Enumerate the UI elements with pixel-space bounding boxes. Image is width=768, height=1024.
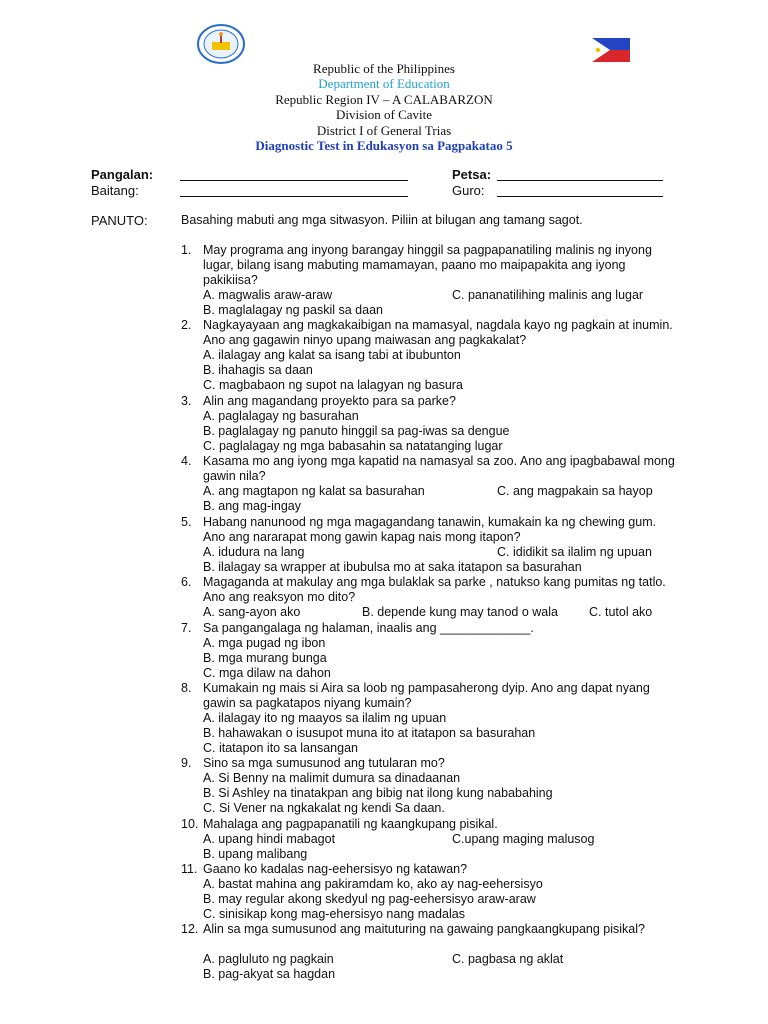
pangalan-field[interactable] [180,180,408,181]
question-number: 9. [181,756,192,770]
test-title: Diagnostic Test in Edukasyon sa Pagpakatao 5 [255,138,513,154]
deped-seal-logo [197,24,245,64]
baitang-label: Baitang: [91,183,139,198]
option-c[interactable]: C. ang magpakain sa hayop [497,484,653,498]
question-text: Kumakain ng mais si Aira sa loob ng pampasaherong dyip. Ano ang dapat nyang gawin sa pagkatapos niyang kumain? [203,681,650,710]
option-b[interactable]: B. ang mag-ingay [203,499,301,513]
question-text: Alin sa mga sumusunod ang maituturing na gawaing pangkaangkupang pisikal? [203,922,645,936]
guro-field[interactable] [497,196,663,197]
option-a[interactable]: A. sang-ayon ako [203,605,301,619]
question-number: 6. [181,575,192,589]
option-c[interactable]: C. magbabaon ng supot na lalagyan ng basura [203,378,463,392]
option-b[interactable]: B. mga murang bunga [203,651,327,665]
option-b[interactable]: B. maglalagay ng paskil sa daan [203,303,383,317]
option-b[interactable]: B. depende kung may tanod o wala [362,605,558,619]
option-a[interactable]: A. magwalis araw-araw [203,288,333,302]
question-text: Alin ang magandang proyekto para sa parke? [203,394,456,408]
option-a[interactable]: A. mga pugad ng ibon [203,636,326,650]
question-8 [181,681,681,711]
question-number: 1. [181,243,192,257]
header-region: Republic Region IV – A CALABARZON [275,91,493,107]
question-text: Mahalaga ang pagpapanatili ng kaangkupang pisikal. [203,817,498,831]
question-6 [181,575,681,605]
option-c[interactable]: C. paglalagay ng mga babasahin sa natatanging lugar [203,439,503,453]
option-a[interactable]: A. ilalagay ito ng maayos sa ilalim ng upuan [203,711,447,725]
question-number: 4. [181,454,192,468]
question-text: Sino sa mga sumusunod ang tutularan mo? [203,756,445,770]
option-c[interactable]: C.upang maging malusog [452,832,595,846]
option-b[interactable]: B. ihahagis sa daan [203,363,313,377]
question-text: May programa ang inyong barangay hinggil sa pagpapanatiling malinis ng inyong lugar, bilang isang mabuting mamamayan, paano mo maipapakita ang iyong pakikiisa? [203,243,652,287]
option-c[interactable]: C. mga dilaw na dahon [203,666,331,680]
option-c[interactable]: C. ididikit sa ilalim ng upuan [497,545,652,559]
question-text: Kasama mo ang iyong mga kapatid na namasyal sa zoo. Ano ang ipagbabawal mong gawin nila? [203,454,675,483]
guro-label: Guro: [452,183,485,198]
option-a[interactable]: A. ang magtapon ng kalat sa basurahan [203,484,425,498]
option-b[interactable]: B. paglalagay ng panuto hinggil sa pag-iwas sa dengue [203,424,510,438]
question-number: 3. [181,394,192,408]
petsa-field[interactable] [497,180,663,181]
question-number: 11. [181,862,198,876]
option-b[interactable]: B. pag-akyat sa hagdan [203,967,336,981]
question-12 [181,922,681,937]
question-text: Gaano ko kadalas nag-eehersisyo ng katawan? [203,862,468,876]
question-number: 12. [181,922,199,936]
header-department: Department of Education [318,76,450,92]
question-9 [181,756,681,771]
question-text: Nagkayayaan ang magkakaibigan na mamasyal, nagdala kayo ng pagkain at inumin. Ano ang gagawin ninyo upang maiwasan ang pagkakalat? [203,318,673,347]
document-header [0,61,768,153]
option-b[interactable]: B. ilalagay sa wrapper at ibubulsa mo at saka itatapon sa basurahan [203,560,582,574]
petsa-label: Petsa: [452,167,492,182]
question-number: 5. [181,515,192,529]
header-division: Division of Cavite [335,107,433,123]
question-3 [181,394,681,409]
panuto-text: Basahing mabuti ang mga sitwasyon. Piliin at bilugan ang tamang sagot. [181,213,583,227]
option-a[interactable]: A. upang hindi mabagot [203,832,336,846]
option-c[interactable]: C. tutol ako [589,605,653,619]
question-5 [181,515,681,545]
question-10 [181,817,681,832]
question-number: 10. [181,817,199,831]
option-a[interactable]: A. ilalagay ang kalat sa isang tabi at ibubunton [203,348,461,362]
option-b[interactable]: B. may regular akong skedyul ng pag-eehersisyo araw-araw [203,892,536,906]
option-c[interactable]: C. pananatilihing malinis ang lugar [452,288,644,302]
question-text: Magaganda at makulay ang mga bulaklak sa parke , natukso kang pumitas ng tatlo. Ano ang reaksyon mo dito? [203,575,666,604]
header-republic: Republic of the Philippines [313,61,455,76]
header-district: District I of General Trias [316,122,452,138]
question-text: Sa pangangalaga ng halaman, inaalis ang _____________. [203,621,534,635]
option-b[interactable]: B. upang malibang [203,847,308,861]
question-11 [181,862,681,877]
option-a[interactable]: A. Si Benny na malimit dumura sa dinadaanan [203,771,461,785]
question-text: Habang nanunood ng mga magagandang tanawin, kumakain ka ng chewing gum. Ano ang nararapat mong gawin kapag nais mong itapon? [203,515,657,544]
option-c[interactable]: C. itatapon ito sa lansangan [203,741,358,755]
pangalan-label: Pangalan: [91,167,154,182]
question-7 [181,621,681,636]
option-c[interactable]: C. pagbasa ng aklat [452,952,564,966]
option-a[interactable]: A. idudura na lang [203,545,305,559]
question-1 [181,243,681,288]
question-number: 8. [181,681,192,695]
option-b[interactable]: B. Si Ashley na tinatakpan ang bibig nat ilong kung nababahing [203,786,553,800]
question-4 [181,454,681,484]
option-a[interactable]: A. paglalagay ng basurahan [203,409,359,423]
question-number: 7. [181,621,192,635]
philippine-flag-icon [592,38,630,62]
option-b[interactable]: B. hahawakan o isusupot muna ito at itatapon sa basurahan [203,726,536,740]
question-2 [181,318,681,348]
option-c[interactable]: C. sinisikap kong mag-ehersisyo nang madalas [203,907,465,921]
option-c[interactable]: C. Si Vener na ngkakalat ng kendi Sa daan. [203,801,445,815]
panuto-label: PANUTO: [91,213,148,228]
question-number: 2. [181,318,192,332]
option-a[interactable]: A. pagluluto ng pagkain [203,952,334,966]
baitang-field[interactable] [180,196,408,197]
option-a[interactable]: A. bastat mahina ang pakiramdam ko, ako ay nag-eehersisyo [203,877,543,891]
